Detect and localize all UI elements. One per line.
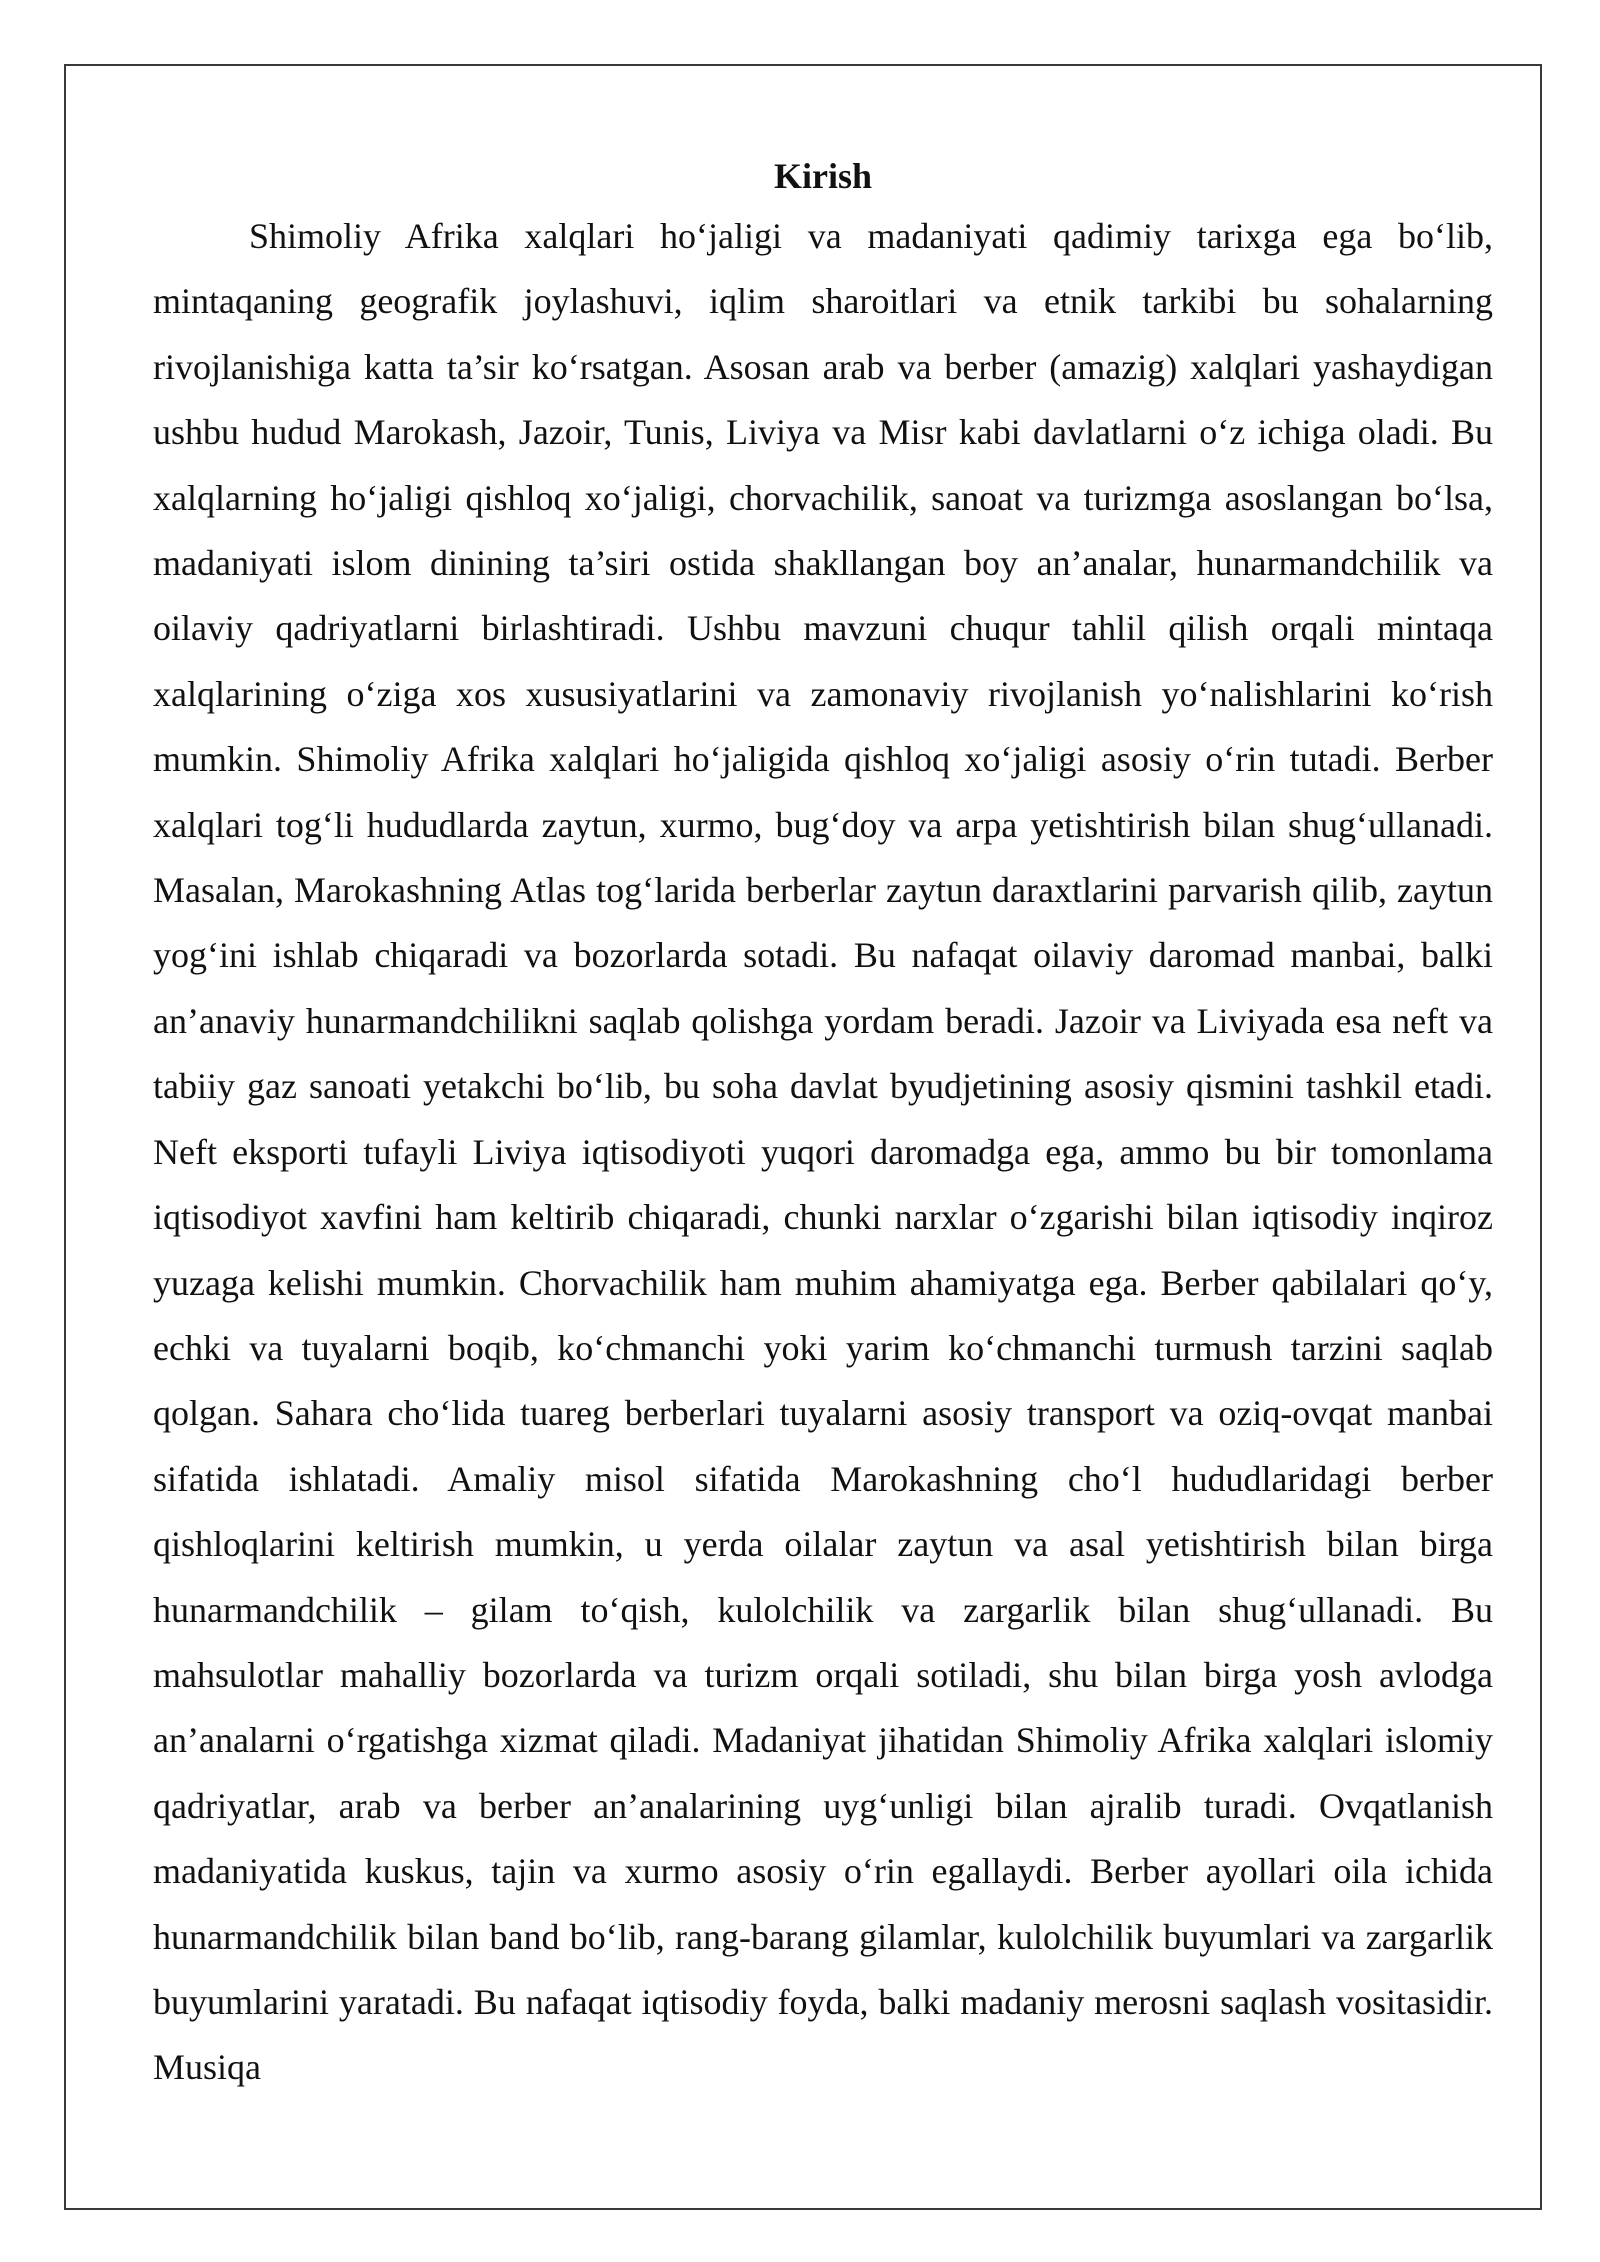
document-body <box>153 148 1493 2101</box>
section-heading: Kirish <box>773 156 872 196</box>
body-paragraph: Shimoliy Afrika xalqlari ho‘jaligi va madaniyati qadimiy tarixga ega bo‘lib, mintaqaning geografik joylashuvi, iqlim sharoitlari va etnik tarkibi bu sohalarning rivojlanishiga katta ta’sir ko‘rsatgan. Asosan arab va berber (amazig) xalqlari yashaydigan ushbu hudud Marokash, Jazoir, Tunis, Liviya va Misr kabi davlatlarni o‘z ichiga oladi. Bu xalqlarning ho‘jaligi qishloq xo‘jaligi, chorvachilik, sanoat va turizmga asoslangan bo‘lsa, madaniyati islom dinining ta’siri ostida shakllangan boy an’analar, hunarmandchilik va oilaviy qadriyatlarni birlashtiradi. Ushbu mavzuni chuqur tahlil qilish orqali mintaqa xalqlarining o‘ziga xos xususiyatlarini va zamonaviy rivojlanish yo‘nalishlarini ko‘rish mumkin. Shimoliy Afrika xalqlari ho‘jaligida qishloq xo‘jaligi asosiy o‘rin tutadi. Berber xalqlari tog‘li hududlarda zaytun, xurmo, bug‘doy va arpa yetishtirish bilan shug‘ullanadi. Masalan, Marokashning Atlas tog‘larida berberlar zaytun daraxtlarini parvarish qilib, zaytun yog‘ini ishlab chiqaradi va bozorlarda sotadi. Bu nafaqat oilaviy daromad manbai, balki an’anaviy hunarmandchilikni saqlab qolishga yordam beradi. Jazoir va Liviyada esa neft va tabiiy gaz sanoati yetakchi bo‘lib, bu soha davlat byudjetining asosiy qismini tashkil etadi. Neft eksporti tufayli Liviya iqtisodiyoti yuqori daromadga ega, ammo bu bir tomonlama iqtisodiyot xavfini ham keltirib chiqaradi, chunki narxlar o‘zgarishi bilan iqtisodiy inqiroz yuzaga kelishi mumkin. Chorvachilik ham muhim ahamiyatga ega. Berber qabilalari qo‘y, echki va tuyalarni boqib, ko‘chmanchi yoki yarim ko‘chmanchi turmush tarzini saqlab qolgan. Sahara cho‘lida tuareg berberlari tuyalarni asosiy transport va oziq-ovqat manbai sifatida ishlatadi. Amaliy misol sifatida Marokashning cho‘l hududlaridagi berber qishloqlarini keltirish mumkin, u yerda oilalar zaytun va asal yetishtirish bilan birga hunarmandchilik – gilam to‘qish, kulolchilik va zargarlik bilan shug‘ullanadi. Bu mahsulotlar mahalliy bozorlarda va turizm orqali sotiladi, shu bilan birga yosh avlodga an’analarni o‘rgatishga xizmat qiladi. Madaniyat jihatidan Shimoliy Afrika xalqlari islomiy qadriyatlar, arab va berber an’analarining uyg‘unligi bilan ajralib turadi. Ovqatlanish madaniyatida kuskus, tajin va xurmo asosiy o‘rin egallaydi. Berber ayollari oila ichida hunarmandchilik bilan band bo‘lib, rang-barang gilamlar, kulolchilik buyumlari va zargarlik buyumlarini yaratadi. Bu nafaqat iqtisodiy foyda, balki madaniy merosni saqlash vositasidir. Musiqa <box>153 216 1493 2088</box>
